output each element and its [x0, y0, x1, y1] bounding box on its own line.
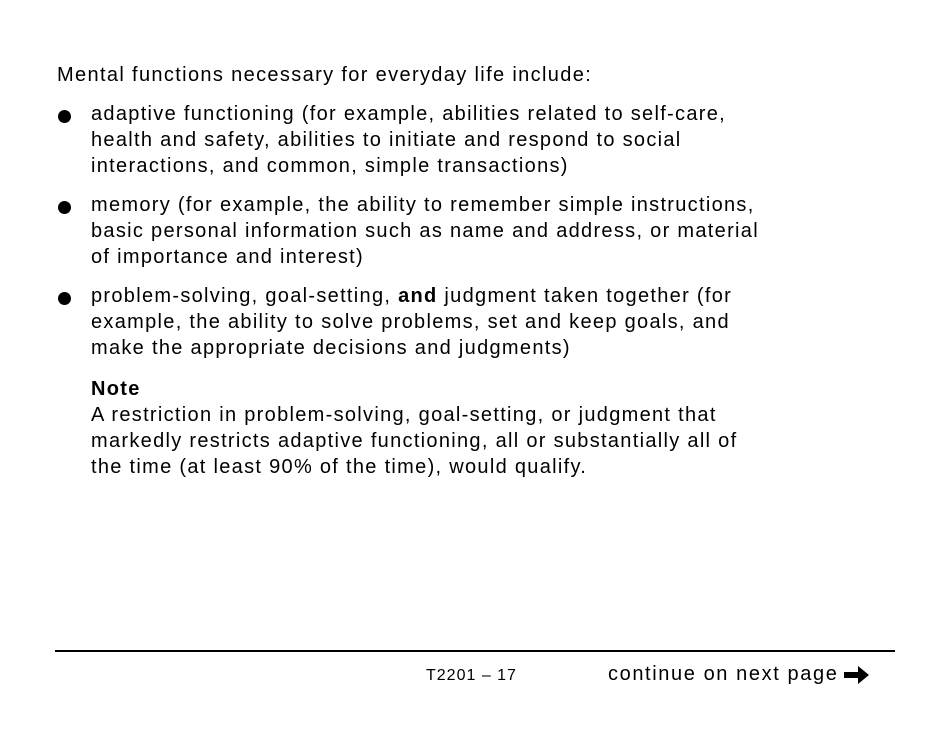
- note-title: Note: [91, 378, 141, 400]
- text-line: of importance and interest): [91, 246, 365, 268]
- note-line: markedly restricts adaptive functioning, all or substantially all of: [91, 430, 738, 452]
- text-line: make the appropriate decisions and judgments): [91, 337, 571, 359]
- text-line: adaptive functioning (for example, abilities related to self-care,: [91, 103, 726, 125]
- intro-text: Mental functions necessary for everyday life include:: [57, 64, 593, 86]
- list-item: [57, 283, 917, 361]
- footer-divider: [55, 650, 895, 652]
- text-line: basic personal information such as name and address, or material: [91, 220, 759, 242]
- note-line: the time (at least 90% of the time), would qualify.: [91, 456, 588, 478]
- note-line: A restriction in problem-solving, goal-setting, or judgment that: [91, 404, 717, 426]
- bullet-list: [57, 101, 917, 374]
- text-line: interactions, and common, simple transactions): [91, 155, 569, 177]
- list-item: [57, 101, 917, 179]
- continue-next-page: [608, 663, 870, 686]
- bullet-text: [91, 192, 881, 270]
- text-line: health and safety, abilities to initiate and respond to social: [91, 129, 682, 151]
- text-line: [91, 283, 881, 309]
- bullet-icon: [58, 110, 71, 123]
- continue-label: continue on next page: [608, 663, 839, 685]
- bullet-icon: [58, 201, 71, 214]
- text-segment: problem-solving, goal-setting,: [91, 285, 399, 307]
- text-line: example, the ability to solve problems, set and keep goals, and: [91, 311, 730, 333]
- text-segment: judgment taken together (for: [437, 285, 733, 307]
- page-number: T2201 – 17: [426, 667, 517, 684]
- bullet-text: [91, 101, 881, 179]
- right-arrow-icon: [842, 664, 870, 686]
- list-item: [57, 192, 917, 270]
- text-line: memory (for example, the ability to remember simple instructions,: [91, 194, 755, 216]
- bullet-icon: [58, 292, 71, 305]
- bold-text: and: [398, 285, 438, 307]
- note-block: [91, 376, 891, 480]
- bullet-text: [91, 283, 881, 361]
